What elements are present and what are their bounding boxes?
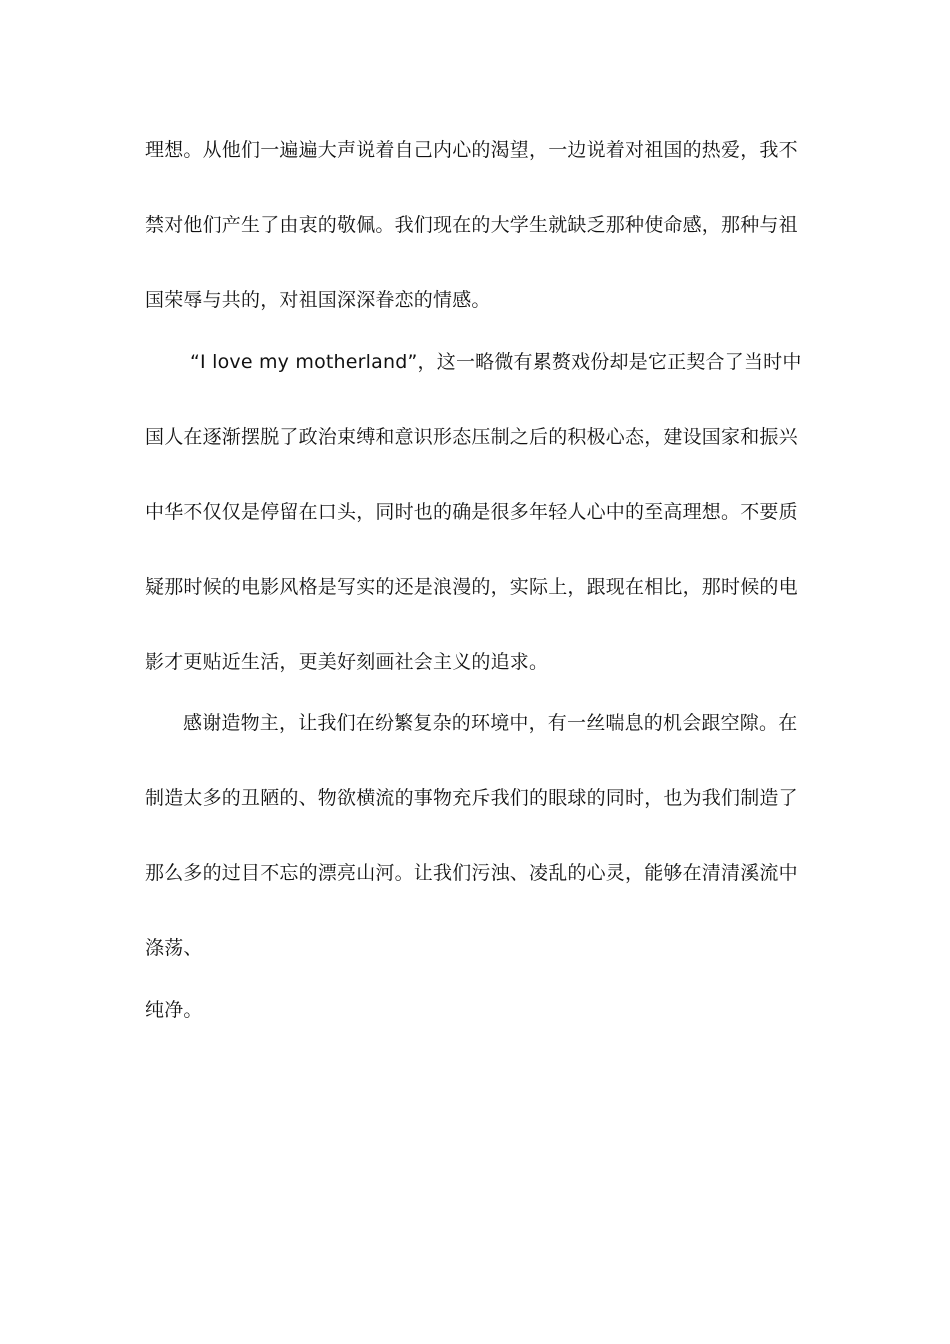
text-line: 中华不仅仅是停留在口头，同时也的确是很多年轻人心中的至高理想。不要质 [145, 501, 798, 523]
text-line: 国荣辱与共的，对祖国深深眷恋的情感。 [145, 289, 491, 311]
text-line: 影才更贴近生活，更美好刻画社会主义的追求。 [145, 651, 549, 673]
text-line: 理想。从他们一遍遍大声说着自己内心的渴望，一边说着对祖国的热爱，我不 [145, 139, 798, 161]
text-line: 制造太多的丑陋的、物欲横流的事物充斥我们的眼球的同时，也为我们制造了 [145, 787, 798, 809]
text-line: 感谢造物主，让我们在纷繁复杂的环境中，有一丝喘息的机会跟空隙。在 [183, 712, 798, 734]
text-line: 涤荡、 [145, 937, 203, 959]
text-line: 疑那时候的电影风格是写实的还是浪漫的，实际上，跟现在相比，那时候的电 [145, 576, 798, 598]
text-line: “I love my motherland”，这一略微有累赘戏份却是它正契合了当时中 [190, 351, 802, 373]
text-line: 纯净。 [145, 999, 203, 1021]
text-line: 那么多的过目不忘的漂亮山河。让我们污浊、凌乱的心灵，能够在清清溪流中 [145, 862, 798, 884]
text-line: 禁对他们产生了由衷的敬佩。我们现在的大学生就缺乏那种使命感，那种与祖 [145, 214, 798, 236]
text-line: 国人在逐渐摆脱了政治束缚和意识形态压制之后的积极心态，建设国家和振兴 [145, 426, 798, 448]
